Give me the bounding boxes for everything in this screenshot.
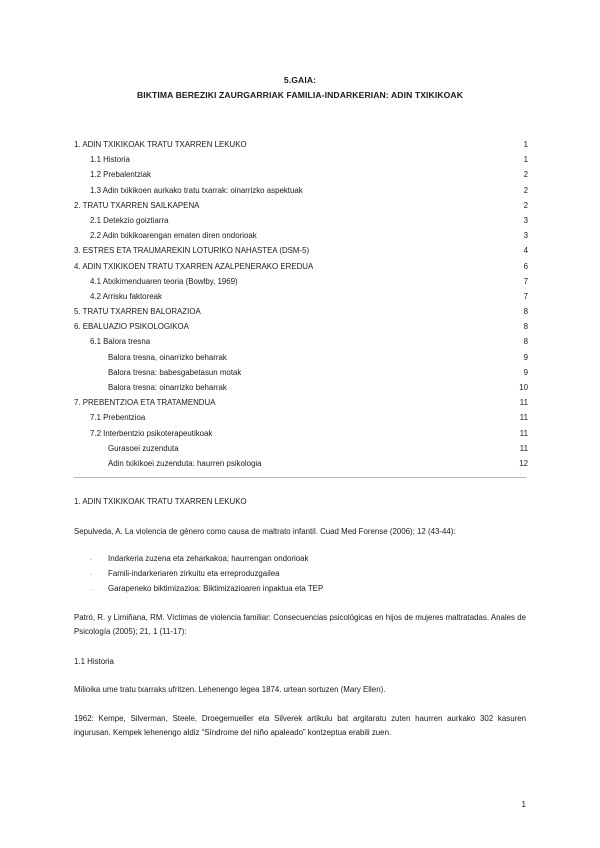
toc-entry-page: 11	[519, 398, 528, 408]
toc-entry-page: 8	[523, 337, 528, 347]
toc-entry[interactable]	[74, 441, 528, 456]
toc-entry[interactable]	[74, 228, 528, 243]
toc-entry-title: 3. ESTRES ETA TRAUMAREKIN LOTURIKO NAHASTEA (DSM-5)	[74, 246, 310, 256]
toc-entry-page: 1	[523, 140, 528, 149]
toc-entry-page: 8	[523, 307, 528, 317]
bullet-item	[90, 583, 323, 596]
toc-entry[interactable]	[74, 183, 528, 198]
toc-entry[interactable]	[74, 152, 528, 167]
bullet-text: Garapeneko biktimizazioa: Biktimizazioaren inpaktua eta TEP	[108, 584, 324, 593]
toc-entry-title: 1.2 Prebalentziak	[90, 170, 151, 180]
toc-entry-page: 2	[523, 185, 528, 195]
toc-entry-title: 7. PREBENTZIOA ETA TRATAMENDUA	[74, 398, 216, 408]
toc-entry-title: 5. TRATU TXARREN BALORAZIOA	[74, 307, 201, 317]
bullet-item	[90, 568, 279, 581]
toc-entry[interactable]	[74, 198, 528, 213]
chapter-label: 5.GAIA:	[283, 75, 317, 85]
toc-entry-page: 11	[519, 443, 528, 453]
toc-entry-page: 4	[523, 246, 528, 256]
bullet-mark: ·	[90, 572, 92, 578]
document-title: BIKTIMA BEREZIKI ZAURGARRIAK FAMILIA-INDARKERIAN: ADIN TXIKIKOAK	[136, 90, 464, 100]
toc-entry-page: 2	[523, 170, 528, 180]
toc-entry-title: Gurasoei zuzenduta	[108, 443, 179, 453]
paragraph-2: 1962: Kempe, Silverman, Steele, Droegemueller eta Silverek artikulu bat argitaratu zuten haurren aurkako 302 kasuren ingurusan. Kempek lehenengo aldiz “Síndrome del niño apaleado” kontzeptua erabili zuen.	[74, 714, 526, 737]
toc-entry-title: 2. TRATU TXARREN SAILKAPENA	[74, 200, 200, 210]
bullet-mark: ·	[90, 557, 92, 563]
page-number: 1	[521, 800, 526, 809]
bullet-item	[90, 553, 308, 566]
toc-entry-page: 7	[523, 276, 528, 286]
toc-entry[interactable]	[74, 289, 528, 304]
toc-entry[interactable]	[74, 274, 528, 289]
toc-entry[interactable]	[74, 167, 528, 182]
toc-entry[interactable]	[74, 426, 528, 441]
toc-entry-title: 7.1 Prebentzioa	[90, 413, 146, 423]
toc-entry[interactable]	[74, 259, 528, 274]
toc-entry-page: 11	[519, 413, 528, 423]
toc-entry[interactable]	[74, 410, 528, 425]
toc-divider	[74, 477, 526, 478]
section-heading-1: 1. ADIN TXIKIKOAK TRATU TXARREN LEKUKO	[74, 497, 247, 506]
toc-entry[interactable]	[74, 243, 528, 258]
toc-entry-page: 11	[519, 428, 528, 438]
toc-entry-page: 7	[523, 291, 528, 301]
toc-entry-title: 2.2 Adin txikikoarengan ematen diren ondorioak	[90, 231, 257, 241]
toc-entry[interactable]	[74, 319, 528, 334]
toc-entry-title: 2.1 Detekzio goiztiarra	[90, 215, 169, 225]
toc-entry[interactable]	[74, 334, 528, 349]
reference-2: Patró, R. y Limiñana, RM. Víctimas de violencia familiar: Consecuencias psicológicas en hijos de mujeres maltratadas. Anales de Psicología (2005); 21, 1 (11-17):	[74, 613, 526, 636]
toc-entry-title: Adin txikikoei zuzenduta: haurren psikologia	[108, 458, 262, 468]
toc-entry[interactable]	[74, 304, 528, 319]
toc-entry-title: 1. ADIN TXIKIKOAK TRATU TXARREN LEKUKO	[74, 140, 247, 149]
toc-entry[interactable]	[74, 213, 528, 228]
toc-entry-title: Balora tresna: babesgabetasun motak	[108, 367, 242, 377]
toc-entry-title: 6.1 Balora tresna	[90, 337, 151, 347]
bullet-text: Indarkeria zuzena eta zeharkakoa; haurrengan ondorioak	[108, 554, 309, 563]
toc-entry-page: 6	[523, 261, 528, 271]
toc-entry[interactable]	[74, 380, 528, 395]
toc-entry-title: 1.3 Adin txikikoen aurkako tratu txarrak: oinarrizko aspektuak	[90, 185, 303, 195]
toc-entry[interactable]	[74, 350, 528, 365]
toc-entry-title: Balora tresna, oinarrizko beharrak	[108, 352, 227, 362]
table-of-contents	[74, 137, 528, 471]
toc-entry[interactable]	[74, 365, 528, 380]
toc-entry-title: 4.1 Atxikimenduaren teoria (Bowlby, 1969)	[90, 276, 238, 286]
toc-entry-page: 3	[523, 231, 528, 241]
paragraph-1: Milioika ume tratu txarraks ufritzen. Lehenengo legea 1874. urtean sortuzen (Mary Ellen).	[74, 685, 386, 694]
toc-entry-page: 9	[523, 352, 528, 362]
toc-entry-title: Balora tresna: oinarrizko beharrak	[108, 383, 227, 392]
toc-entry[interactable]	[74, 395, 528, 410]
toc-entry-title: 7.2 Interbentzio psikoterapeutikoak	[90, 428, 213, 438]
toc-entry-title: 1.1 Historia	[90, 155, 130, 165]
toc-entry-page: 8	[523, 322, 528, 332]
toc-entry-page: 3	[523, 215, 528, 225]
section-heading-1-1: 1.1 Historia	[74, 657, 114, 666]
bullet-mark: ·	[90, 587, 92, 593]
toc-entry-page: 1	[523, 155, 528, 165]
toc-entry[interactable]	[74, 456, 528, 471]
toc-entry-page: 12	[519, 458, 528, 468]
toc-entry[interactable]	[74, 137, 528, 152]
toc-entry-title: 4.2 Arrisku faktoreak	[90, 291, 162, 301]
reference-1: Sepulveda, A. La violencia de género como causa de maltrato infantil. Cuad Med Forense (2006); 12 (43-44):	[74, 527, 456, 536]
toc-entry-title: 6. EBALUAZIO PSIKOLOGIKOA	[74, 322, 189, 332]
toc-entry-page: 2	[523, 200, 528, 210]
toc-entry-title: 4. ADIN TXIKIKOEN TRATU TXARREN AZALPENERAKO EREDUA	[74, 261, 314, 271]
toc-entry-page: 9	[523, 367, 528, 377]
toc-entry-page: 10	[519, 383, 528, 392]
bullet-text: Famili-indarkeriaren zirkuitu eta erreproduzgailea	[108, 569, 280, 578]
